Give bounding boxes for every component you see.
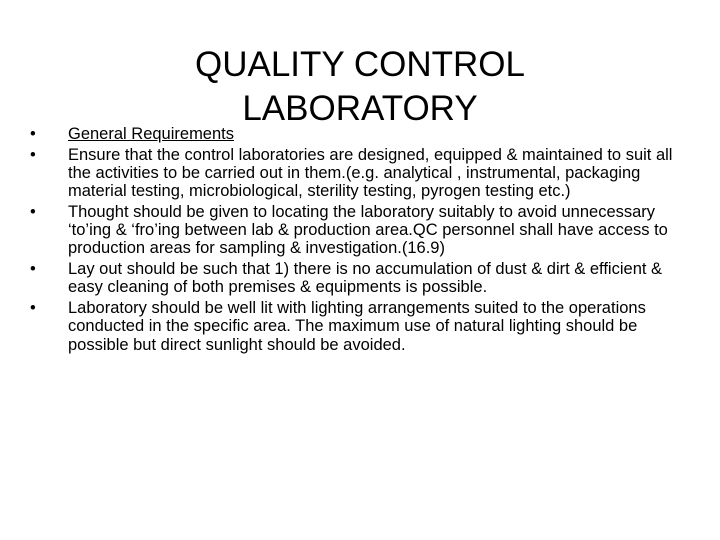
bullet-dot: •: [30, 145, 36, 164]
bullet-dot: •: [30, 260, 36, 279]
title-line-1: QUALITY CONTROL: [195, 45, 525, 85]
bullet-text: Laboratory should be well lit with lighting arrangements suited to the operations conducted in the specific area. The maximum use of natural lighting should be possible but direct sunlight should be avoided.: [68, 299, 646, 354]
slide-title: [0, 43, 720, 131]
bullet-text: General Requirements: [68, 125, 234, 143]
bullet-text: Ensure that the control laboratories are designed, equipped & maintained to suit all the activities to be carried out in them.(e.g. analytical , instrumental, packaging material testing, microbiological, sterility testing, pyrogen testing etc.): [68, 145, 673, 201]
bullet-item-layout: [30, 260, 690, 296]
bullet-item-location: [30, 203, 690, 258]
bullet-dot: •: [30, 299, 36, 318]
bullet-text: Thought should be given to locating the laboratory suitably to avoid unnecessary ‘to’ing & ‘fro’ing between lab & production area.QC personnel shall have access to production areas for sampling & investigation.(16.9): [68, 203, 668, 258]
bullet-list: [30, 125, 690, 356]
title-line-2: LABORATORY: [242, 89, 478, 129]
bullet-item-design: [30, 146, 690, 201]
bullet-dot: •: [30, 125, 36, 143]
bullet-text: Lay out should be such that 1) there is no accumulation of dust & dirt & efficient & easy cleaning of both premises & equipments is possible.: [68, 260, 663, 297]
bullet-dot: •: [30, 203, 36, 221]
bullet-item-general-requirements: [30, 125, 690, 143]
bullet-item-lighting: [30, 299, 690, 354]
